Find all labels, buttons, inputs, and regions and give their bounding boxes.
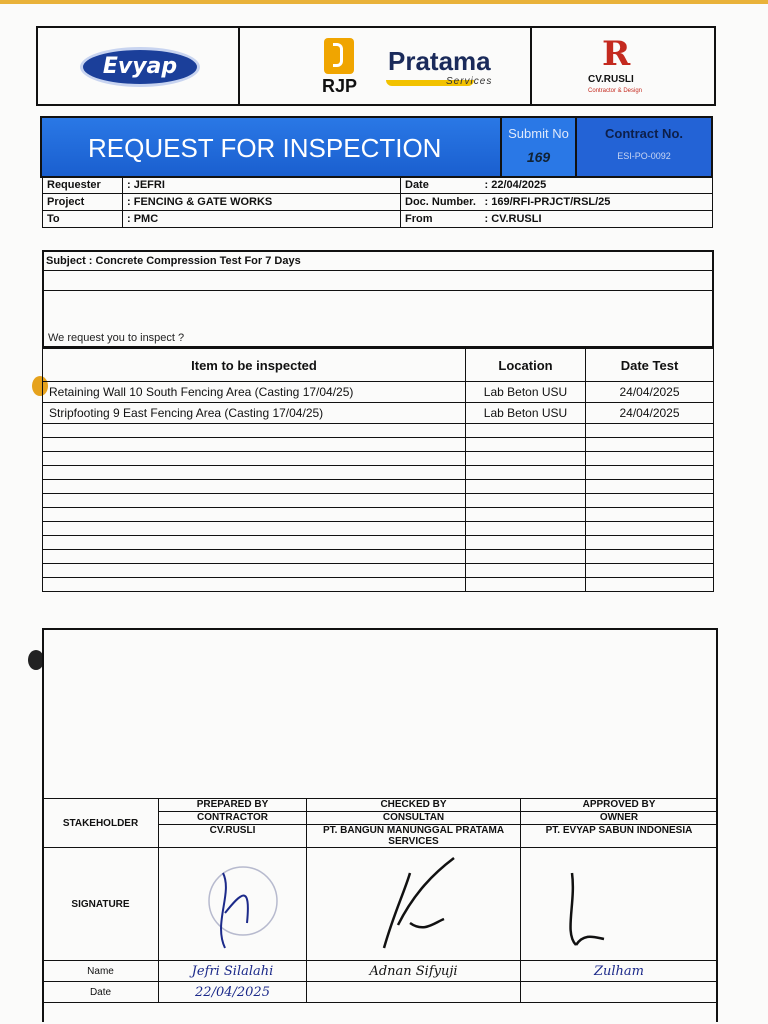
approved-name: Zulham [521,961,718,982]
evyap-logo: Evyap [80,47,200,87]
approved-role: OWNER [521,812,717,825]
from-value: : CV.RUSLI [481,211,713,228]
empty-row [43,480,714,494]
approved-org: PT. EVYAP SABUN INDONESIA [545,825,693,836]
rusli-logo-sub: Contractor & Design [588,88,643,94]
checked-date [307,982,521,1003]
submit-number-value: 169 [526,149,551,165]
to-value: : PMC [123,211,401,228]
rjp-logo-icon [324,38,354,74]
signature-row [43,848,718,961]
empty-row [43,452,714,466]
top-strip [0,0,768,4]
item-cell: Retaining Wall 10 South Fencing Area (Casting 17/04/25) [43,382,466,403]
date-row-label: Date [43,982,159,1003]
prepared-by-label: PREPARED BY [159,799,306,812]
item-cell: Stripfooting 9 East Fencing Area (Casting 17/04/25) [43,403,466,424]
project-label: Project [43,194,123,211]
checked-org: PT. BANGUN MANUNGGAL PRATAMA SERVICES [322,825,505,847]
empty-row [43,424,714,438]
location-cell: Lab Beton USU [466,382,586,403]
empty-row [43,578,714,592]
subject-box [42,250,714,348]
prepared-by-cell [159,799,307,848]
subject-blank-line [44,270,712,291]
empty-row [43,550,714,564]
empty-row [43,522,714,536]
checked-name: Adnan Sifyuji [307,961,521,982]
checked-role: CONSULTAN [307,812,520,825]
empty-row [43,536,714,550]
contract-number-value: ESI-PO-0092 [617,151,671,161]
info-row [43,194,713,211]
approved-signature [521,848,718,961]
empty-row [43,438,714,452]
rjp-pratama-logo-cell [240,28,532,104]
date-test-column-header: Date Test [586,349,714,382]
contract-number-label: Contract No. [605,126,683,141]
date-test-cell: 24/04/2025 [586,382,714,403]
table-row [43,403,714,424]
info-row [43,211,713,228]
doc-number-label: Doc. Number. [401,194,481,211]
prepared-role: CONTRACTOR [159,812,306,825]
pratama-logo-text: Pratama [388,46,491,76]
evyap-logo-cell [38,28,240,104]
items-header-row [43,349,714,382]
prepared-date: 22/04/2025 [159,982,307,1003]
signature-mark [524,853,714,953]
date-row [43,982,718,1003]
contract-number-cell [577,118,711,176]
request-text: We request you to inspect ? [48,332,185,344]
checked-by-label: CHECKED BY [307,799,520,812]
document-title: REQUEST FOR INSPECTION [42,118,502,176]
date-test-cell: 24/04/2025 [586,403,714,424]
empty-row [43,466,714,480]
subject-line: Subject : Concrete Compression Test For 7 Days [44,252,712,271]
checked-by-cell [307,799,521,848]
name-label: Name [43,961,159,982]
table-row [43,382,714,403]
stakeholder-label: STAKEHOLDER [43,799,159,848]
location-column-header: Location [466,349,586,382]
empty-row [43,508,714,522]
doc-number-value: : 169/RFI-PRJCT/RSL/25 [481,194,713,211]
prepared-name: Jefri Silalahi [159,961,307,982]
info-row [43,177,713,194]
name-row [43,961,718,982]
pratama-logo-sub: Services [446,76,493,87]
rusli-logo-icon: R [602,34,631,74]
requester-label: Requester [43,177,123,194]
approved-by-cell [521,799,718,848]
signoff-table [42,798,718,1003]
signature-label: SIGNATURE [43,848,159,961]
signature-mark [163,853,303,953]
signoff-header-row [43,799,718,848]
prepared-signature [159,848,307,961]
prepared-org: CV.RUSLI [209,825,256,836]
rusli-logo-text: CV.RUSLI [588,74,634,85]
title-banner [40,116,713,178]
checked-signature [307,848,521,961]
date-label: Date [401,177,481,194]
date-value: : 22/04/2025 [481,177,713,194]
rusli-logo-cell [532,28,714,104]
approved-date [521,982,718,1003]
requester-value: : JEFRI [123,177,401,194]
logo-header [36,26,716,106]
inspection-items-table [42,348,714,592]
approved-by-label: APPROVED BY [521,799,717,812]
empty-row [43,494,714,508]
submit-number-cell [502,118,577,176]
rjp-logo-text: RJP [322,76,358,96]
item-column-header: Item to be inspected [43,349,466,382]
to-label: To [43,211,123,228]
from-label: From [401,211,481,228]
project-value: : FENCING & GATE WORKS [123,194,401,211]
request-info-table [42,176,713,228]
signature-mark [314,853,514,953]
empty-row [43,564,714,578]
location-cell: Lab Beton USU [466,403,586,424]
submit-number-label: Submit No [508,126,569,141]
